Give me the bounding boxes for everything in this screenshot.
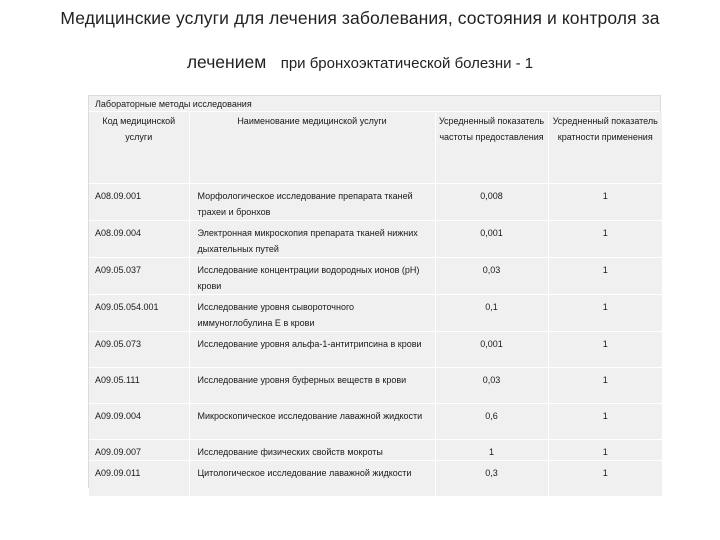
slide-title-main: лечением	[186, 52, 267, 72]
table-row	[89, 368, 662, 404]
cell-code: A09.05.054.001	[89, 295, 189, 332]
slide-title-sub: при бронхоэктатической болезни - 1	[280, 55, 534, 72]
cell-code: A09.09.011	[89, 461, 189, 497]
cell-frequency: 0,6	[435, 404, 548, 440]
cell-multiplicity: 1	[548, 440, 662, 461]
cell-code: A09.05.073	[89, 332, 189, 368]
table-row	[89, 404, 662, 440]
cell-name: Цитологическое исследование лаважной жидкости	[189, 461, 435, 497]
cell-name: Исследование уровня буферных веществ в крови	[189, 368, 435, 404]
cell-frequency: 0,3	[435, 461, 548, 497]
cell-name: Исследование физических свойств мокроты	[189, 440, 435, 461]
cell-name: Исследование уровня сывороточного иммуноглобулина E в крови	[189, 295, 435, 332]
cell-name: Исследование уровня альфа-1-антитрипсина в крови	[189, 332, 435, 368]
cell-multiplicity: 1	[548, 461, 662, 497]
header-name: Наименование медицинской услуги	[189, 113, 435, 184]
cell-frequency: 0,1	[435, 295, 548, 332]
table-row	[89, 461, 662, 497]
cell-frequency: 0,001	[435, 221, 548, 258]
table-row	[89, 221, 662, 258]
services-table-container	[88, 95, 661, 488]
table-header-row	[89, 113, 662, 184]
cell-multiplicity: 1	[548, 258, 662, 295]
cell-code: A09.09.004	[89, 404, 189, 440]
cell-multiplicity: 1	[548, 404, 662, 440]
cell-frequency: 0,001	[435, 332, 548, 368]
table-row	[89, 332, 662, 368]
cell-multiplicity: 1	[548, 368, 662, 404]
cell-code: A09.09.007	[89, 440, 189, 461]
cell-code: A08.09.001	[89, 184, 189, 221]
services-table	[89, 113, 662, 497]
slide-title-line1: Медицинские услуги для лечения заболевания, состояния и контроля за	[60, 8, 660, 28]
cell-name: Микроскопическое исследование лаважной жидкости	[189, 404, 435, 440]
cell-frequency: 0,008	[435, 184, 548, 221]
cell-code: A09.05.111	[89, 368, 189, 404]
cell-frequency: 0,03	[435, 258, 548, 295]
cell-code: A08.09.004	[89, 221, 189, 258]
cell-name: Электронная микроскопия препарата тканей нижних дыхательных путей	[189, 221, 435, 258]
header-multiplicity: Усредненный показатель кратности применения	[548, 113, 662, 184]
table-row	[89, 184, 662, 221]
cell-name: Исследование концентрации водородных ионов (pH) крови	[189, 258, 435, 295]
cell-multiplicity: 1	[548, 221, 662, 258]
header-frequency: Усредненный показатель частоты предоставления	[435, 113, 548, 184]
header-code: Код медицинской услуги	[89, 113, 189, 184]
cell-frequency: 1	[435, 440, 548, 461]
table-row	[89, 258, 662, 295]
section-caption: Лабораторные методы исследования	[89, 96, 660, 112]
table-row	[89, 440, 662, 461]
cell-multiplicity: 1	[548, 332, 662, 368]
cell-multiplicity: 1	[548, 184, 662, 221]
cell-code: A09.05.037	[89, 258, 189, 295]
cell-name: Морфологическое исследование препарата тканей трахеи и бронхов	[189, 184, 435, 221]
cell-frequency: 0,03	[435, 368, 548, 404]
cell-multiplicity: 1	[548, 295, 662, 332]
slide-title-line2	[0, 52, 720, 73]
table-row	[89, 295, 662, 332]
